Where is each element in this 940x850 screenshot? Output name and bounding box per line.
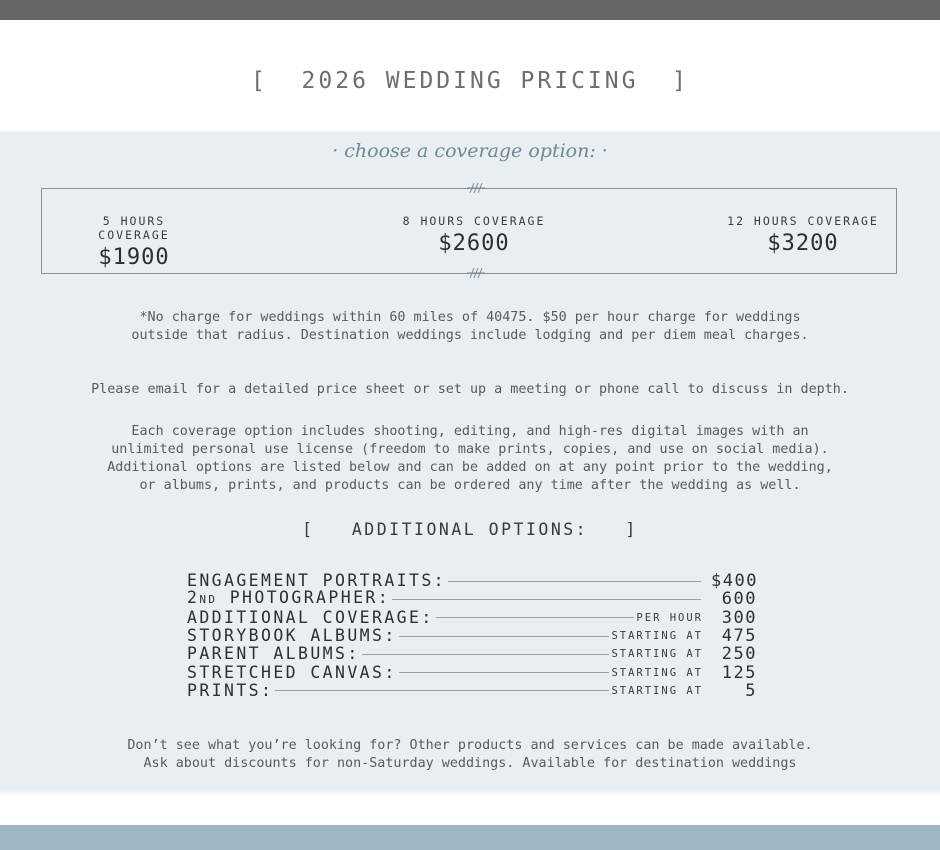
footer-band bbox=[0, 825, 940, 850]
leader-line bbox=[275, 690, 609, 691]
coverage-option-8-hours bbox=[394, 214, 554, 256]
option-name: STRETCHED CANVAS: bbox=[187, 662, 397, 682]
option-qualifier: STARTING AT bbox=[611, 630, 703, 643]
travel-note bbox=[0, 309, 940, 345]
travel-note-line: *No charge for weddings within 60 miles of 40475. $50 per hour charge for weddings bbox=[139, 310, 801, 325]
leader-line bbox=[399, 636, 610, 637]
option-price: 250 bbox=[721, 644, 757, 665]
option-row bbox=[187, 627, 757, 645]
option-name-suffix: ND bbox=[199, 593, 218, 607]
travel-note-line: outside that radius. Destination weddings include lodging and per diem meal charges. bbox=[131, 328, 809, 343]
option-name: ENGAGEMENT PORTRAITS: bbox=[187, 571, 447, 591]
includes-note-line: Additional options are listed below and can be added on at any point prior to the wedding, bbox=[107, 460, 833, 475]
email-note-line: Please email for a detailed price sheet or set up a meeting or phone call to discuss in depth. bbox=[91, 382, 849, 397]
coverage-price: $2600 bbox=[438, 231, 510, 256]
option-price: 475 bbox=[721, 626, 757, 647]
option-row bbox=[187, 645, 757, 663]
coverage-option-12-hours bbox=[722, 214, 884, 256]
leader-line bbox=[436, 617, 635, 618]
option-price: 125 bbox=[721, 662, 757, 683]
option-row bbox=[187, 590, 757, 608]
coverage-price: $3200 bbox=[767, 231, 839, 256]
option-name-number: 2 bbox=[187, 588, 200, 608]
coverage-subtitle: · choose a coverage option: · bbox=[332, 140, 608, 162]
option-name: ADDITIONAL COVERAGE: bbox=[187, 607, 434, 627]
option-name-rest: PHOTOGRAPHER: bbox=[217, 588, 391, 608]
option-name bbox=[187, 589, 390, 609]
option-row bbox=[187, 609, 757, 627]
leader-line bbox=[392, 599, 701, 600]
closing-note bbox=[0, 737, 940, 773]
hash-mark-icon bbox=[467, 267, 485, 279]
additional-options-heading: [ ADDITIONAL OPTIONS: ] bbox=[302, 520, 638, 539]
option-qualifier: STARTING AT bbox=[611, 648, 703, 661]
includes-note-line: or albums, prints, and products can be ordered any time after the wedding as well. bbox=[139, 478, 801, 493]
leader-line bbox=[399, 672, 610, 673]
option-price: $400 bbox=[711, 571, 758, 592]
option-qualifier: STARTING AT bbox=[611, 684, 703, 697]
leader-line bbox=[448, 581, 701, 582]
top-bar bbox=[0, 0, 940, 20]
includes-note-line: Each coverage option includes shooting, editing, and high-res digital images with an bbox=[131, 424, 809, 439]
option-row bbox=[187, 682, 757, 700]
coverage-price: $1900 bbox=[98, 245, 170, 270]
leader-line bbox=[362, 654, 610, 655]
option-price: 5 bbox=[745, 680, 757, 701]
option-name: PRINTS: bbox=[187, 680, 274, 700]
includes-note bbox=[0, 423, 940, 495]
coverage-option-5-hours bbox=[64, 214, 204, 270]
option-name: PARENT ALBUMS: bbox=[187, 644, 360, 664]
closing-note-line: Don’t see what you’re looking for? Other products and services can be made available. bbox=[127, 738, 813, 753]
option-qualifier: PER HOUR bbox=[636, 611, 703, 624]
closing-note-line: Ask about discounts for non-Saturday weddings. Available for destination weddings bbox=[143, 756, 797, 771]
page-title: [ 2026 WEDDING PRICING ] bbox=[250, 68, 690, 94]
coverage-label: 12 HOURS COVERAGE bbox=[727, 214, 879, 228]
email-note bbox=[0, 381, 940, 399]
hash-mark-icon bbox=[467, 182, 485, 194]
option-row bbox=[187, 663, 757, 681]
includes-note-line: unlimited personal use license (freedom to make prints, copies, and use on social media). bbox=[111, 442, 829, 457]
coverage-box bbox=[41, 188, 897, 274]
option-qualifier: STARTING AT bbox=[611, 666, 703, 679]
option-price: 300 bbox=[721, 607, 757, 628]
option-name: STORYBOOK ALBUMS: bbox=[187, 626, 397, 646]
additional-options-list bbox=[187, 572, 757, 700]
paper-edge-bottom bbox=[0, 790, 940, 796]
coverage-label: 5 HOURS COVERAGE bbox=[98, 214, 170, 242]
coverage-label: 8 HOURS COVERAGE bbox=[402, 214, 546, 228]
option-price: 600 bbox=[721, 589, 757, 610]
